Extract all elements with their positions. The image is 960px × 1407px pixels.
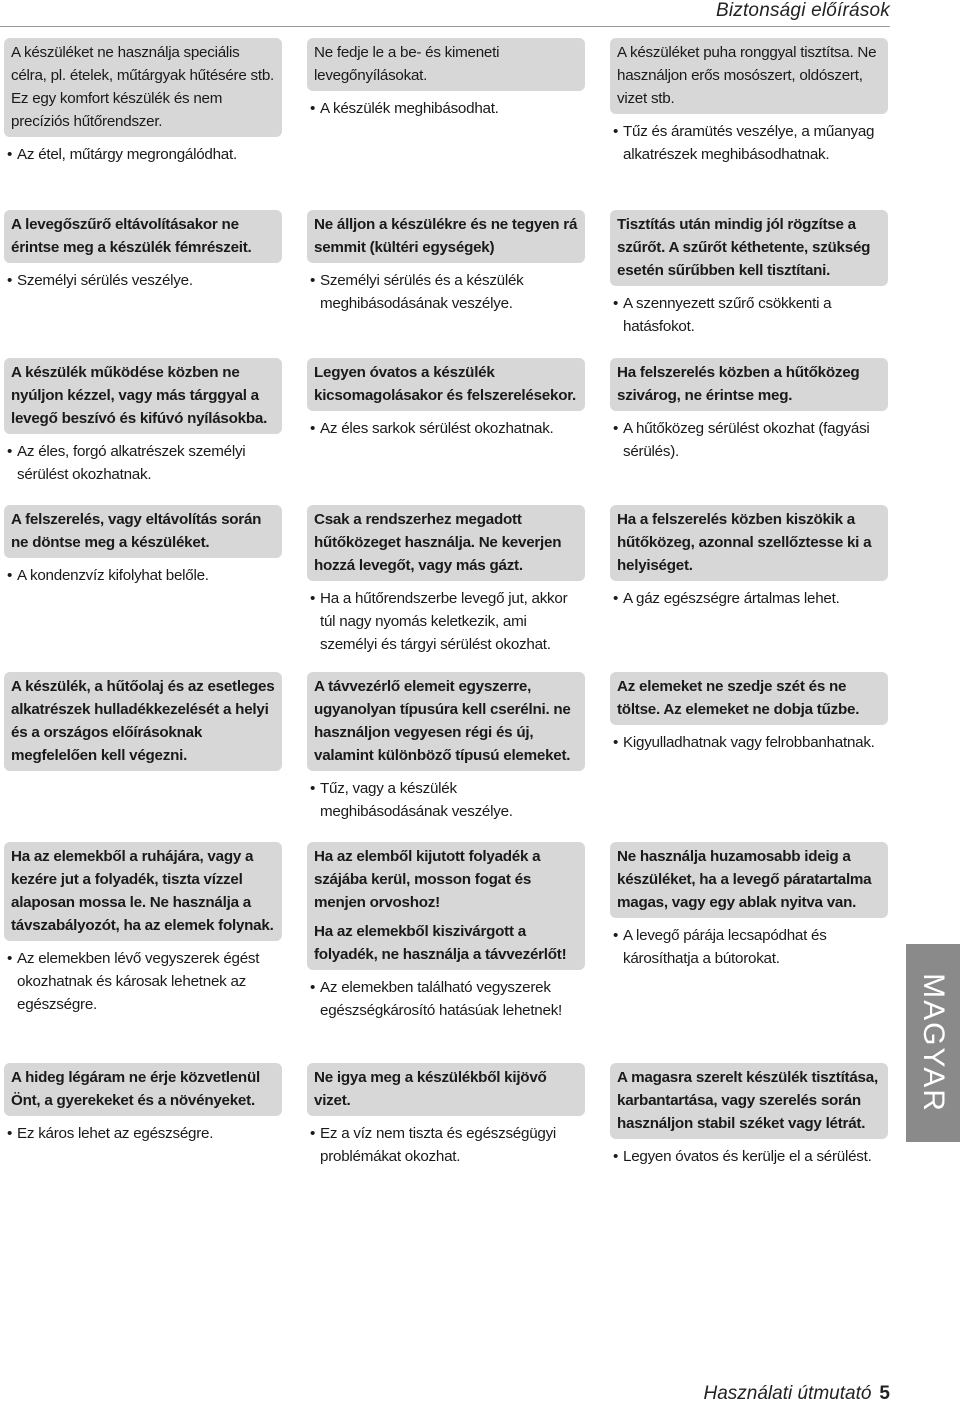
warning-box bbox=[4, 672, 282, 771]
warning-box bbox=[610, 1063, 888, 1139]
safety-item bbox=[610, 1063, 888, 1168]
consequence-bullet: • A szennyezett szűrő csökkenti a hatásfokot. bbox=[610, 292, 888, 338]
warning-text: Ne használja huzamosabb ideig a készüléket, ha a levegő páratartalma magas, vagy egy ablak nyitva van. bbox=[617, 848, 872, 911]
warning-text: A magasra szerelt készülék tisztítása, karbantartása, vagy szerelés során használjon stabil széket vagy létrát. bbox=[617, 1069, 878, 1132]
page-number: 5 bbox=[879, 1383, 890, 1404]
consequence-bullet: • Személyi sérülés veszélye. bbox=[4, 269, 282, 292]
warning-box bbox=[307, 38, 585, 91]
warning-text: Ha a felszerelés közben kiszökik a hűtőközeg, azonnal szellőztesse ki a helyiséget. bbox=[617, 511, 872, 574]
safety-item bbox=[4, 842, 282, 1016]
warning-text: Az elemeket ne szedje szét és ne töltse. Az elemeket ne dobja tűzbe. bbox=[617, 678, 860, 718]
warning-text: Ne igya meg a készülékből kijövő vizet. bbox=[314, 1069, 547, 1109]
warning-box bbox=[610, 210, 888, 286]
warning-box bbox=[610, 505, 888, 581]
page-footer bbox=[704, 1383, 891, 1405]
warning-text: A készülék, a hűtőolaj és az esetleges alkatrészek hulladékkezelését a helyi és a országos előírásoknak megfelelően kell végezni. bbox=[11, 678, 275, 764]
safety-item bbox=[307, 210, 585, 315]
consequence-bullet: • Az éles sarkok sérülést okozhatnak. bbox=[307, 417, 585, 440]
safety-item bbox=[307, 672, 585, 823]
consequence-bullet: • Az elemekben található vegyszerek egészségkárosító hatásúak lehetnek! bbox=[307, 976, 585, 1022]
warning-text: A levegőszűrő eltávolításakor ne érintse meg a készülék fémrészeit. bbox=[11, 216, 252, 256]
language-tab bbox=[906, 944, 960, 1142]
language-tab-label: MAGYAR bbox=[917, 973, 951, 1113]
safety-item bbox=[610, 842, 888, 970]
consequence-bullet: • A hűtőközeg sérülést okozhat (fagyási sérülés). bbox=[610, 417, 888, 463]
safety-item bbox=[307, 358, 585, 440]
warning-box bbox=[4, 38, 282, 137]
warning-box bbox=[610, 672, 888, 725]
warning-box bbox=[610, 358, 888, 411]
warning-box bbox=[307, 1063, 585, 1116]
warning-text: Csak a rendszerhez megadott hűtőközeget használja. Ne keverjen hozzá levegőt, vagy más gázt. bbox=[314, 511, 562, 574]
warning-box bbox=[4, 358, 282, 434]
consequence-bullet: • Személyi sérülés és a készülék meghibásodásának veszélye. bbox=[307, 269, 585, 315]
consequence-bullet: • Az elemekben lévő vegyszerek égést okozhatnak és károsak lehetnek az egészségre. bbox=[4, 947, 282, 1016]
safety-item bbox=[4, 672, 282, 771]
consequence-bullet: • A készülék meghibásodhat. bbox=[307, 97, 585, 120]
consequence-bullet: • Az étel, műtárgy megrongálódhat. bbox=[4, 143, 282, 166]
consequence-bullet: • Ha a hűtőrendszerbe levegő jut, akkor túl nagy nyomás keletkezik, ami személyi és tárgyi sérülést okozhat. bbox=[307, 587, 585, 656]
safety-item bbox=[307, 1063, 585, 1168]
warning-box bbox=[4, 1063, 282, 1116]
safety-item bbox=[307, 842, 585, 1022]
safety-item bbox=[4, 505, 282, 587]
warning-box bbox=[4, 210, 282, 263]
safety-item bbox=[4, 38, 282, 166]
warning-box bbox=[307, 358, 585, 411]
consequence-bullet: • A gáz egészségre ártalmas lehet. bbox=[610, 587, 888, 610]
warning-box bbox=[307, 672, 585, 771]
warning-text: Ne álljon a készülékre és ne tegyen rá semmit (kültéri egységek) bbox=[314, 216, 578, 256]
consequence-bullet: • Kigyulladhatnak vagy felrobbanhatnak. bbox=[610, 731, 888, 754]
warning-text: Ha felszerelés közben a hűtőközeg szivárog, ne érintse meg. bbox=[617, 364, 860, 404]
warning-text: Ha az elemekből a ruhájára, vagy a kezére jut a folyadék, tiszta vízzel alaposan mossa le. Ne használja a távszabályozót, ha az elemek folynak. bbox=[11, 848, 274, 934]
safety-item bbox=[307, 38, 585, 120]
warning-box bbox=[307, 210, 585, 263]
warning-text: A készüléket puha ronggyal tisztítsa. Ne használjon erős mosószert, oldószert, vizet stb. bbox=[617, 44, 877, 107]
warning-box bbox=[610, 842, 888, 918]
consequence-bullet: • Tűz, vagy a készülék meghibásodásának veszélye. bbox=[307, 777, 585, 823]
warning-text: A távvezérlő elemeit egyszerre, ugyanolyan típusúra kell cserélni. ne használjon vegyesen régi és új, valamint különböző típusú elemeket. bbox=[314, 678, 571, 764]
consequence-bullet: • A levegő párája lecsapódhat és károsíthatja a bútorokat. bbox=[610, 924, 888, 970]
warning-box bbox=[307, 505, 585, 581]
consequence-bullet: • Ez káros lehet az egészségre. bbox=[4, 1122, 282, 1145]
safety-item bbox=[4, 210, 282, 292]
header-rule bbox=[0, 26, 890, 27]
safety-item bbox=[4, 1063, 282, 1145]
safety-item bbox=[4, 358, 282, 486]
warning-box bbox=[610, 38, 888, 114]
warning-text: Ne fedje le a be- és kimeneti levegőnyílásokat. bbox=[314, 44, 500, 84]
safety-item bbox=[610, 210, 888, 338]
safety-item bbox=[610, 38, 888, 166]
consequence-bullet: • Tűz és áramütés veszélye, a műanyag alkatrészek meghibásodhatnak. bbox=[610, 120, 888, 166]
warning-text: A hideg légáram ne érje közvetlenül Önt, a gyerekeket és a növényeket. bbox=[11, 1069, 260, 1109]
consequence-bullet: • Legyen óvatos és kerülje el a sérülést. bbox=[610, 1145, 888, 1168]
section-title: Biztonsági előírások bbox=[715, 0, 890, 21]
warning-box bbox=[4, 842, 282, 941]
warning-box bbox=[4, 505, 282, 558]
warning-text: Tisztítás után mindig jól rögzítse a szűrőt. A szűrőt kéthetente, szükség esetén sűrűbben kell tisztítani. bbox=[617, 216, 871, 279]
warning-text: Ha az elemből kijutott folyadék a szájába kerül, mosson fogat és menjen orvoshoz! bbox=[314, 848, 541, 911]
warning-box bbox=[307, 842, 585, 970]
consequence-bullet: • Az éles, forgó alkatrészek személyi sérülést okozhatnak. bbox=[4, 440, 282, 486]
consequence-bullet: • A kondenzvíz kifolyhat belőle. bbox=[4, 564, 282, 587]
safety-item bbox=[307, 505, 585, 656]
warning-text: A felszerelés, vagy eltávolítás során ne döntse meg a készüléket. bbox=[11, 511, 262, 551]
warning-text: A készüléket ne használja speciális célra, pl. ételek, műtárgyak hűtésére stb. Ez egy komfort készülék és nem precíziós hűtőrendszer. bbox=[11, 44, 275, 130]
safety-item bbox=[610, 505, 888, 610]
safety-item bbox=[610, 358, 888, 463]
warning-text: Legyen óvatos a készülék kicsomagolásakor és felszerelésekor. bbox=[314, 364, 577, 404]
warning-text-secondary: Ha az elemekből kiszivárgott a folyadék, ne használja a távvezérlőt! bbox=[314, 923, 567, 963]
consequence-bullet: • Ez a víz nem tiszta és egészségügyi problémákat okozhat. bbox=[307, 1122, 585, 1168]
warning-text: A készülék működése közben ne nyúljon kézzel, vagy más tárggyal a levegő beszívó és kifúvó nyílásokba. bbox=[11, 364, 268, 427]
safety-item bbox=[610, 672, 888, 754]
footer-text: Használati útmutató bbox=[703, 1383, 872, 1404]
